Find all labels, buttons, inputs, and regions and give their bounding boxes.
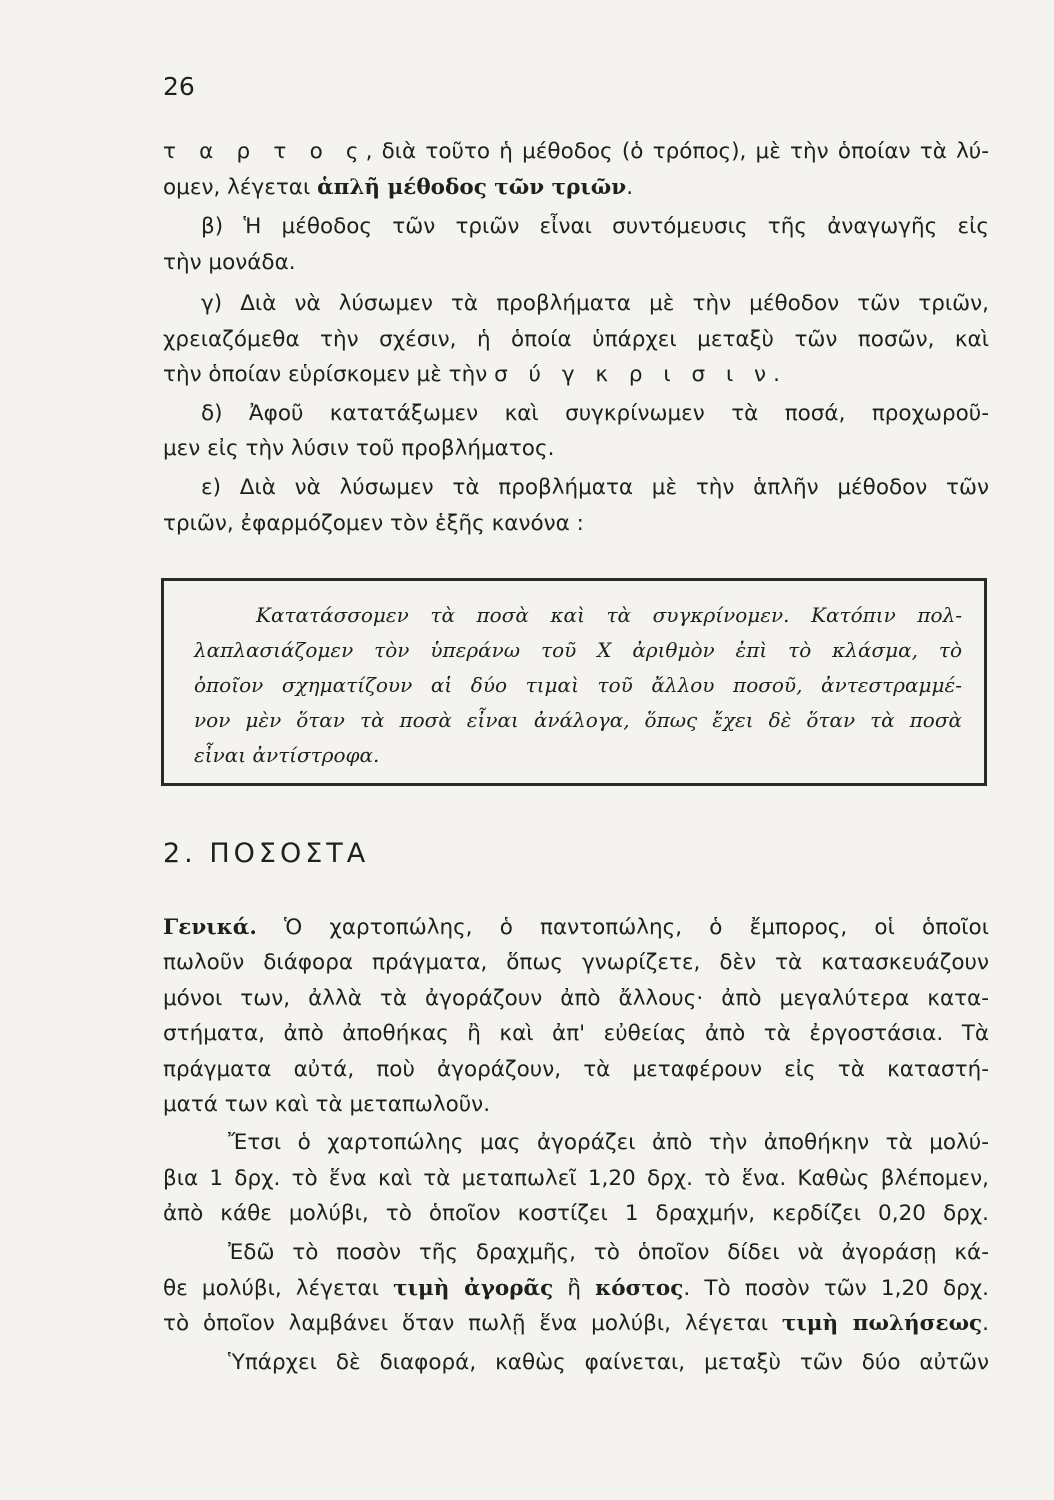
text-line: τ α ρ τ ο ς, διὰ τοῦτο ἡ μέθοδος (ὁ τρόπος), μὲ τὴν ὁποίαν τὰ λύ- [163, 139, 990, 164]
rule-line: Κατατάσσομεν τὰ ποσὰ καὶ τὰ συγκρίνομεν. Κατόπιν πολ- [256, 603, 962, 627]
bold-term: κόστος [595, 1276, 684, 1301]
text-line: τριῶν, ἐφαρμόζομεν τὸν ἑξῆς κανόνα : [163, 511, 584, 536]
text-line: Ἔτσι ὁ χαρτοπώλης μας ἀγοράζει ἀπὸ τὴν ἀποθήκην τὰ μολύ- [228, 1130, 989, 1155]
text-line: βια 1 δρχ. τὸ ἕνα καὶ τὰ μεταπωλεῖ 1,20 δρχ. τὸ ἕνα. Καθὼς βλέπομεν, [163, 1166, 989, 1191]
spaced-word: τ α ρ τ ο ς [163, 139, 366, 164]
text-line: ε) Διὰ νὰ λύσωμεν τὰ προβλήματα μὲ τὴν ἁπλῆν μέθοδον τῶν [201, 475, 989, 500]
text-line: ἀπὸ κάθε μολύβι, τὸ ὁποῖον κοστίζει 1 δραχμήν, κερδίζει 0,20 δρχ. [163, 1201, 989, 1226]
text-line: γ) Διὰ νὰ λύσωμεν τὰ προβλήματα μὲ τὴν μέθοδον τῶν τριῶν, [201, 291, 989, 316]
text-line: μόνοι των, ἀλλὰ τὰ ἀγοράζουν ἀπὸ ἄλλους· ἀπὸ μεγαλύτερα κατα- [163, 986, 989, 1011]
text-line: τὸ ὁποῖον λαμβάνει ὅταν πωλῇ ἕνα μολύβι, λέγεται τιμὴ πωλήσεως. [163, 1311, 989, 1336]
text-line: β) Ἡ μέθοδος τῶν τριῶν εἶναι συντόμευσις τῆς ἀναγωγῆς εἰς [201, 214, 989, 239]
text-line: ματά των καὶ τὰ μεταπωλοῦν. [163, 1092, 491, 1117]
text-line: στήματα, ἀπὸ ἀποθήκας ἢ καὶ ἀπ' εὐθείας ἀπὸ τὰ ἐργοστάσια. Τὰ [163, 1021, 989, 1046]
rule-line: νον μὲν ὅταν τὰ ποσὰ εἶναι ἀνάλογα, ὅπως ἔχει δὲ ὅταν τὰ ποσὰ [194, 708, 962, 732]
text-line: τὴν ὁποίαν εὑρίσκομεν μὲ τὴν σ ύ γ κ ρ ι σ ι ν. [163, 362, 780, 387]
text-line: χρειαζόμεθα τὴν σχέσιν, ἡ ὁποία ὑπάρχει μεταξὺ τῶν ποσῶν, καὶ [163, 327, 989, 352]
page-number: 26 [163, 72, 195, 101]
bold-term: τιμὴ ἀγορᾶς [393, 1276, 554, 1301]
text-line: ομεν, λέγεται ἁπλῆ μέθοδος τῶν τριῶν. [163, 175, 634, 200]
text-line: πράγματα αὐτά, ποὺ ἀγοράζουν, τὰ μεταφέρουν εἰς τὰ καταστή- [163, 1057, 989, 1082]
rule-line: λαπλασιάζομεν τὸν ὑπεράνω τοῦ Χ ἀριθμὸν ἐπὶ τὸ κλάσμα, τὸ [194, 638, 962, 662]
bold-term: Γενικά. [163, 915, 257, 940]
text-line: Ἐδῶ τὸ ποσὸν τῆς δραχμῆς, τὸ ὁποῖον δίδει νὰ ἀγοράσῃ κά- [228, 1240, 989, 1265]
rule-line: ὁποῖον σχηματίζουν αἱ δύο τιμαὶ τοῦ ἄλλου ποσοῦ, ἀντεστραμμέ- [194, 673, 962, 697]
text-line: Γενικά. Ὁ χαρτοπώλης, ὁ παντοπώλης, ὁ ἔμπορος, οἱ ὁποῖοι [163, 915, 989, 940]
spaced-word: σ ύ γ κ ρ ι σ ι ν [494, 362, 774, 387]
text-line: μεν εἰς τὴν λύσιν τοῦ προβλήματος. [163, 436, 555, 461]
text-line: πωλοῦν διάφορα πράγματα, ὅπως γνωρίζετε, δὲν τὰ κατασκευάζουν [163, 950, 989, 975]
text-line: δ) Ἀφοῦ κατατάξωμεν καὶ συγκρίνωμεν τὰ ποσά, προχωροῦ- [201, 401, 989, 426]
section-heading: 2. ΠΟΣΟΣΤΑ [163, 838, 370, 869]
bold-term: τιμὴ πωλήσεως [781, 1311, 983, 1336]
text-line: θε μολύβι, λέγεται τιμὴ ἀγορᾶς ἢ κόστος. Τὸ ποσὸν τῶν 1,20 δρχ. [163, 1276, 990, 1301]
rule-line: εἶναι ἀντίστροφα. [194, 743, 380, 767]
text-line: Ὑπάρχει δὲ διαφορά, καθὼς φαίνεται, μεταξὺ τῶν δύο αὐτῶν [228, 1350, 989, 1375]
bold-term: ἁπλῆ μέθοδος τῶν τριῶν [317, 175, 627, 200]
text-line: τὴν μονάδα. [163, 250, 296, 275]
